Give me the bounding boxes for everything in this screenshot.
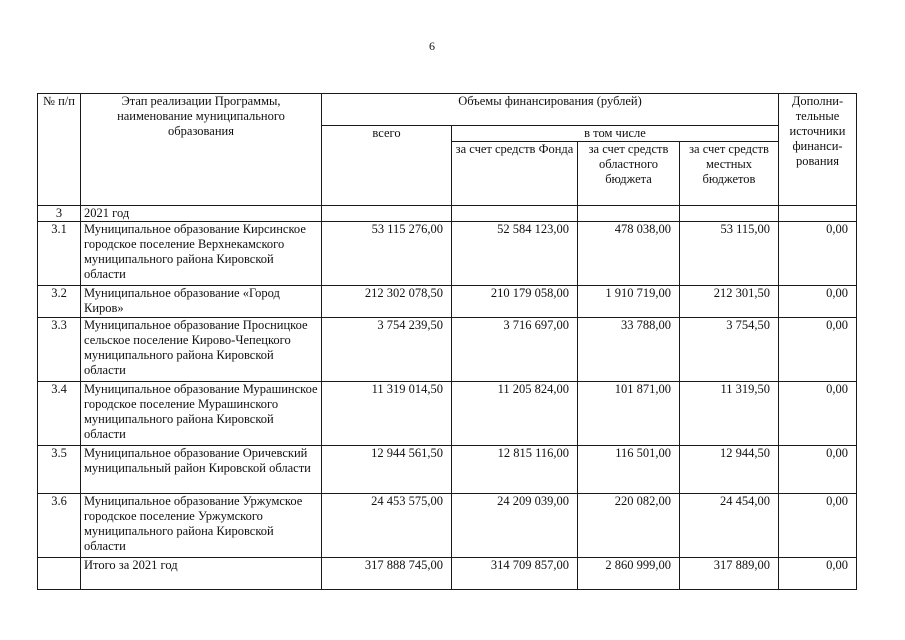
header-total: всего (322, 126, 452, 206)
page-number: 6 (429, 39, 435, 53)
row-name: Муниципальное образование «Город Киров» (81, 286, 322, 318)
row-no: 3.1 (38, 222, 81, 286)
section-label: 2021 год (81, 206, 322, 222)
row-no: 3.4 (38, 382, 81, 446)
row-regional: 101 871,00 (578, 382, 680, 446)
row-total: 212 302 078,50 (322, 286, 452, 318)
row-name: Муниципальное образование Оричевский муниципальный район Кировской области (81, 446, 322, 494)
row-regional: 1 910 719,00 (578, 286, 680, 318)
row-additional: 0,00 (779, 222, 857, 286)
row-no: 3.2 (38, 286, 81, 318)
row-name: Муниципальное образование Мурашинское городское поселение Мурашинского муниципального района Кировской области (81, 382, 322, 446)
row-no: 3.3 (38, 318, 81, 382)
row-name: Муниципальное образование Кирсинское городское поселение Верхнекамского муниципального района Кировской области (81, 222, 322, 286)
row-regional: 33 788,00 (578, 318, 680, 382)
row-local: 12 944,50 (680, 446, 779, 494)
empty-cell (680, 206, 779, 222)
header-including: в том числе (452, 126, 779, 142)
header-local-budgets: за счет средств местных бюджетов (680, 142, 779, 206)
row-local: 3 754,50 (680, 318, 779, 382)
row-additional: 0,00 (779, 382, 857, 446)
header-additional-sources: Дополни-тельные источники финанси-рования (779, 94, 857, 206)
total-local: 317 889,00 (680, 558, 779, 590)
header-fund: за счет средств Фонда (452, 142, 578, 206)
empty-cell (779, 206, 857, 222)
row-local: 53 115,00 (680, 222, 779, 286)
row-fund: 24 209 039,00 (452, 494, 578, 558)
total-row (38, 558, 857, 590)
financing-table (37, 93, 857, 590)
section-no: 3 (38, 206, 81, 222)
header-volumes: Объемы финансирования (рублей) (322, 94, 779, 126)
row-regional: 220 082,00 (578, 494, 680, 558)
row-regional: 478 038,00 (578, 222, 680, 286)
row-fund: 52 584 123,00 (452, 222, 578, 286)
row-name: Муниципальное образование Просницкое сельское поселение Кирово-Чепецкого муниципального района Кировской области (81, 318, 322, 382)
empty-cell (38, 558, 81, 590)
row-fund: 210 179 058,00 (452, 286, 578, 318)
row-additional: 0,00 (779, 318, 857, 382)
table-row (38, 222, 857, 286)
header-stage: Этап реализации Программы, наименование муниципального образования (81, 94, 322, 206)
row-fund: 11 205 824,00 (452, 382, 578, 446)
row-name: Муниципальное образование Уржумское городское поселение Уржумского муниципального района Кировской области (81, 494, 322, 558)
table-row (38, 318, 857, 382)
row-no: 3.6 (38, 494, 81, 558)
empty-cell (322, 206, 452, 222)
row-total: 12 944 561,50 (322, 446, 452, 494)
table-row (38, 494, 857, 558)
row-total: 53 115 276,00 (322, 222, 452, 286)
row-additional: 0,00 (779, 494, 857, 558)
total-fund: 314 709 857,00 (452, 558, 578, 590)
table-row (38, 286, 857, 318)
total-label: Итого за 2021 год (81, 558, 322, 590)
row-regional: 116 501,00 (578, 446, 680, 494)
row-additional: 0,00 (779, 286, 857, 318)
table-row (38, 446, 857, 494)
empty-cell (578, 206, 680, 222)
row-fund: 3 716 697,00 (452, 318, 578, 382)
empty-cell (452, 206, 578, 222)
row-fund: 12 815 116,00 (452, 446, 578, 494)
row-total: 3 754 239,50 (322, 318, 452, 382)
row-no: 3.5 (38, 446, 81, 494)
header-no: № п/п (38, 94, 81, 206)
header-regional-budget: за счет средств областного бюджета (578, 142, 680, 206)
row-total: 11 319 014,50 (322, 382, 452, 446)
row-local: 11 319,50 (680, 382, 779, 446)
table-row (38, 382, 857, 446)
row-total: 24 453 575,00 (322, 494, 452, 558)
section-row (38, 206, 857, 222)
row-local: 212 301,50 (680, 286, 779, 318)
total-sum: 317 888 745,00 (322, 558, 452, 590)
total-additional: 0,00 (779, 558, 857, 590)
total-regional: 2 860 999,00 (578, 558, 680, 590)
row-local: 24 454,00 (680, 494, 779, 558)
row-additional: 0,00 (779, 446, 857, 494)
